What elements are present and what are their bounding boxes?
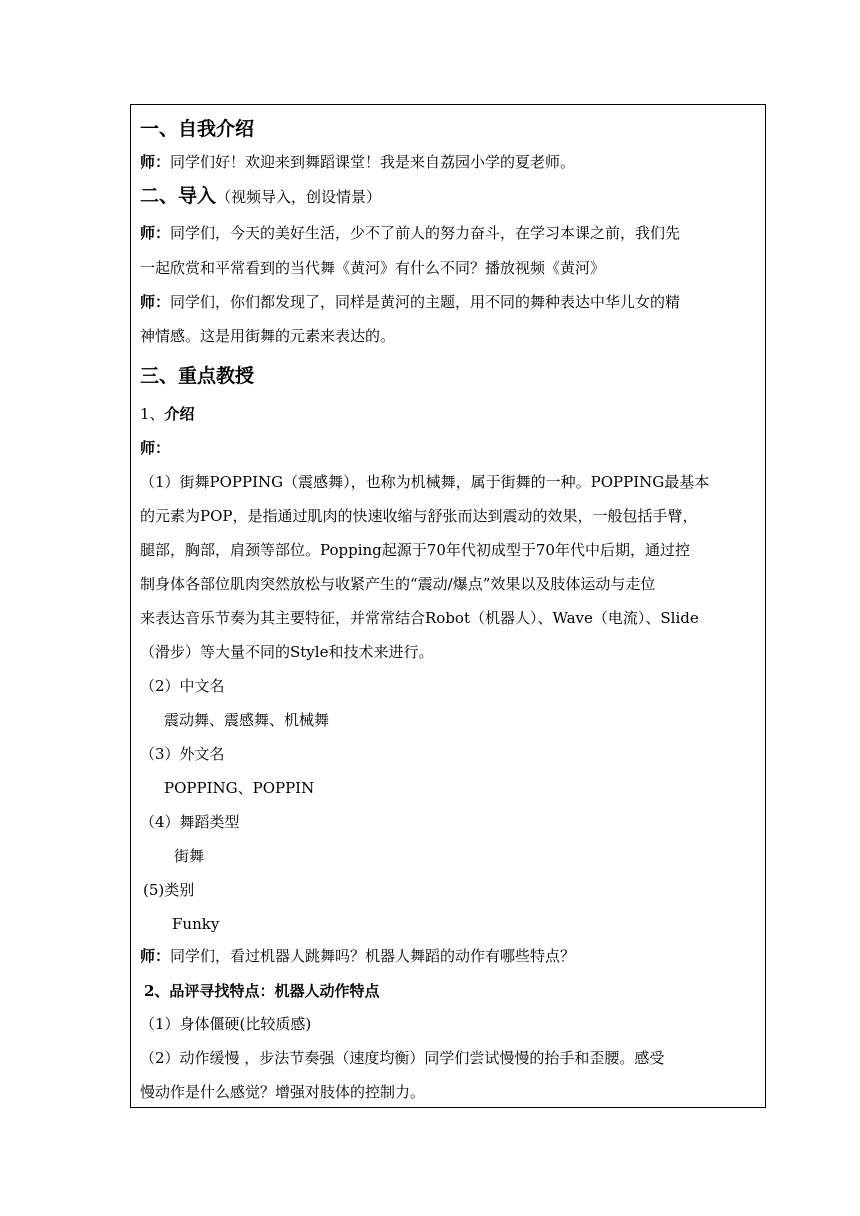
paragraph-intro-1-line2: 一起欣赏和平常看到的当代舞《黄河》有什么不同？播放视频《黄河》 <box>140 259 606 277</box>
robot-question: 师：同学们，看过机器人跳舞吗？机器人舞蹈的动作有哪些特点？ <box>140 947 576 965</box>
item-1-heading: 1、介绍 <box>140 405 195 423</box>
dance-type-value: 街舞 <box>174 847 205 865</box>
foreign-name-label: （3）外文名 <box>140 745 225 763</box>
paragraph-intro-2-line2: 神情感。这是用街舞的元素来表达的。 <box>140 327 396 345</box>
section-title-key-teaching: 三、重点教授 <box>140 365 255 387</box>
robot-feature-2-line1: （2）动作缓慢 ，步法节奏强（速度均衡）同学们尝试慢慢的抬手和歪腰。感受 <box>140 1049 665 1067</box>
foreign-name-value: POPPING、POPPIN <box>164 779 315 797</box>
category-value: Funky <box>172 915 220 933</box>
robot-feature-2-line2: 慢动作是什么感觉？增强对肢体的控制力。 <box>140 1083 426 1101</box>
chinese-name-label: （2）中文名 <box>140 677 225 695</box>
popping-paragraph-line2: 的元素为POP，是指通过肌肉的快速收缩与舒张而达到震动的效果，一般包括手臂， <box>140 507 698 525</box>
popping-paragraph-line6: （滑步）等大量不同的Style和技术来进行。 <box>140 643 434 661</box>
popping-paragraph-line3: 腿部，胸部，肩颈等部位。Popping起源于70年代初成型于70年代中后期，通过控 <box>140 541 690 559</box>
paragraph-intro-1-line1: 师：同学们，今天的美好生活，少不了前人的努力奋斗，在学习本课之前，我们先 <box>140 224 681 242</box>
section-title-self-intro: 一、自我介绍 <box>140 118 255 140</box>
item-2-heading: 2、品评寻找特点：机器人动作特点 <box>144 982 380 1000</box>
robot-feature-1: （1）身体僵硬(比较质感) <box>140 1015 312 1033</box>
paragraph-greeting: 师：同学们好！欢迎来到舞蹈课堂！我是来自荔园小学的夏老师。 <box>140 153 576 171</box>
chinese-name-value: 震动舞、震感舞、机械舞 <box>164 711 330 729</box>
dance-type-label: （4）舞蹈类型 <box>140 813 240 831</box>
popping-paragraph-line4: 制身体各部位肌肉突然放松与收紧产生的“震动/爆点”效果以及肢体运动与走位 <box>140 575 656 593</box>
paragraph-intro-2-line1: 师：同学们，你们都发现了，同样是黄河的主题，用不同的舞种表达中华儿女的精 <box>140 293 681 311</box>
teacher-label: 师： <box>140 439 171 457</box>
popping-paragraph-line5: 来表达音乐节奏为其主要特征，并常常结合Robot（机器人）、Wave（电流）、Slide <box>140 609 699 627</box>
section-title-intro: 二、导入（视频导入，创设情景） <box>140 185 382 207</box>
category-label: (5)类别 <box>143 881 195 899</box>
popping-paragraph-line1: （1）街舞POPPING（震感舞），也称为机械舞，属于街舞的一种。POPPING最基本 <box>140 473 710 491</box>
